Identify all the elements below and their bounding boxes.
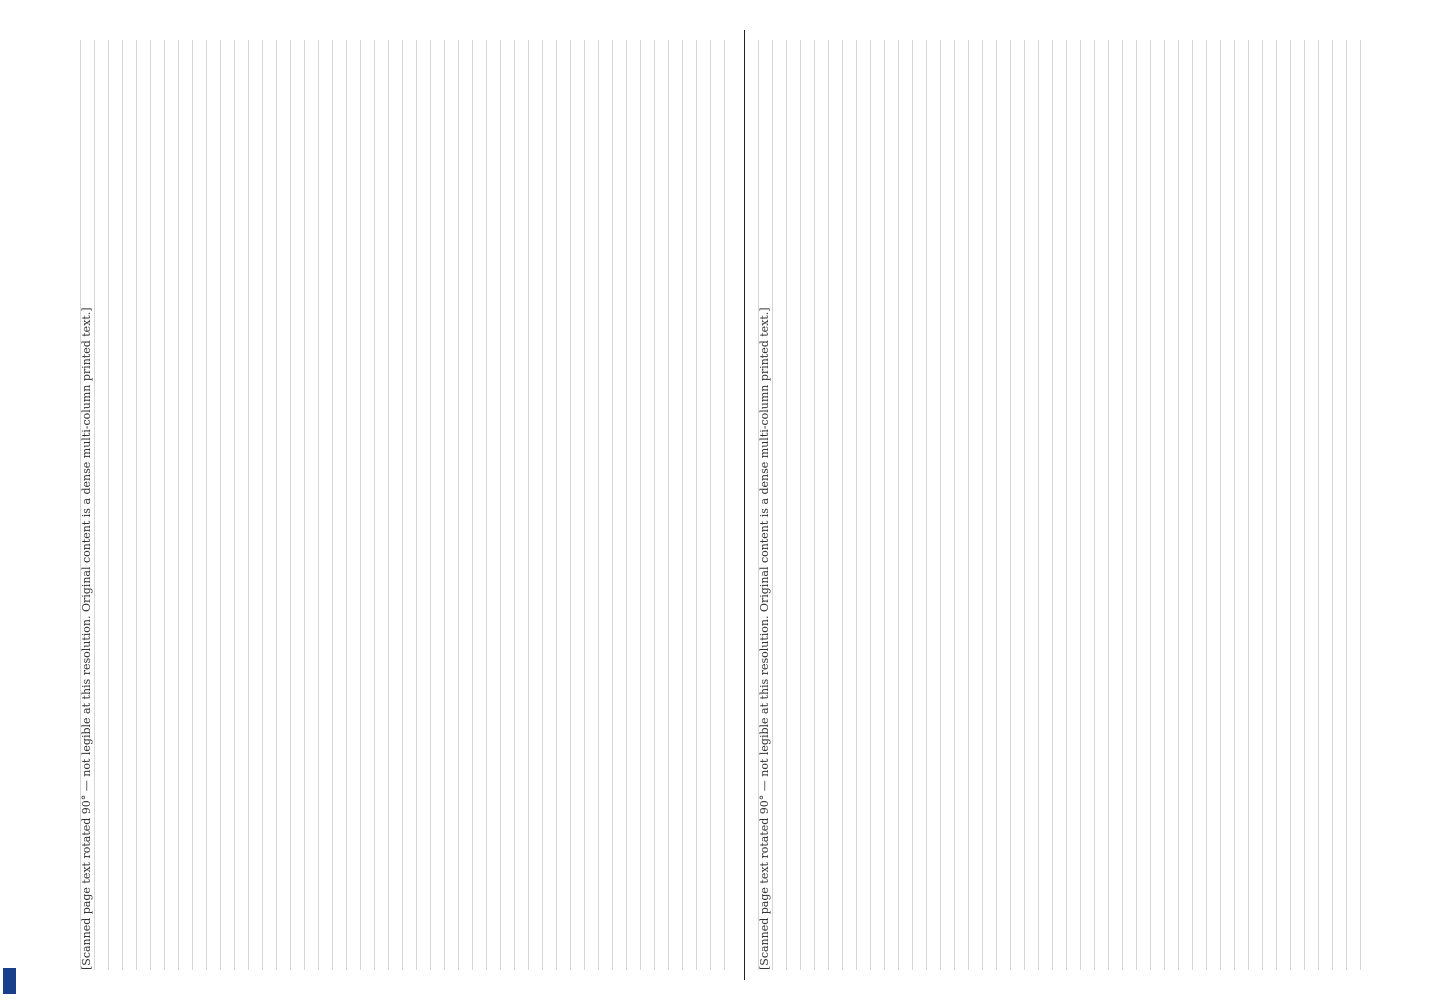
text-column-left: [Scanned page text rotated 90° — not legible at this resolution. Original content is a dense multi-column printed text.] (80, 307, 93, 970)
dfg-logo (3, 968, 16, 994)
text-column-right: [Scanned page text rotated 90° — not legible at this resolution. Original content is a dense multi-column printed text.] (758, 307, 771, 970)
column-divider (744, 30, 745, 980)
